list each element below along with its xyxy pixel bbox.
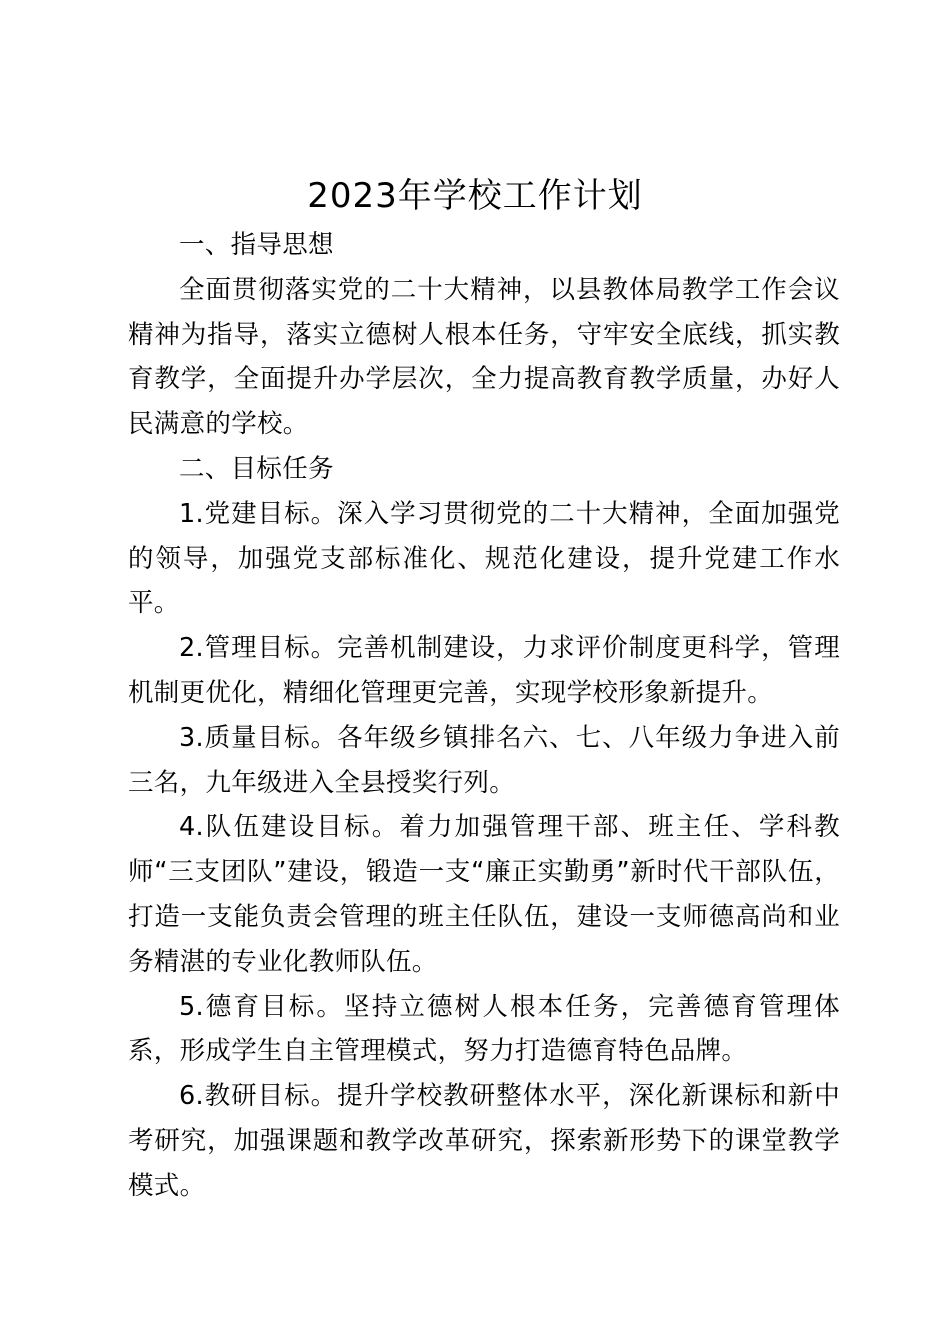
paragraph-teaching-research-goal: 6.教研目标。提升学校教研整体水平，深化新课标和新中考研究，加强课题和教学改革研究，探索新形势下的课堂教学模式。 [128,1081,840,1201]
paragraph-quality-goal: 3.质量目标。各年级乡镇排名六、七、八年级力争进入前三名，九年级进入全县授奖行列。 [128,722,840,798]
document-body [128,223,840,1209]
section-heading-guiding-ideology: 一、指导思想 [179,230,334,260]
document-title: 2023年学校工作计划 [307,176,643,216]
paragraph-guiding-ideology: 全面贯彻落实党的二十大精神，以县教体局教学工作会议精神为指导，落实立德树人根本任务，守牢安全底线，抓实教育教学，全面提升办学层次，全力提高教育教学质量，办好人民满意的学校。 [128,274,840,440]
section-heading-goals: 二、目标任务 [179,453,334,484]
paragraph-team-building-goal: 4.队伍建设目标。着力加强管理干部、班主任、学科教师“三支团队”建设，锻造一支“廉正实勤勇”新时代干部队伍，打造一支能负责会管理的班主任队伍，建设一支师德高尚和业务精湛的专业化教师队伍。 [128,812,840,977]
paragraph-moral-education-goal: 5.德育目标。坚持立德树人根本任务，完善德育管理体系，形成学生自主管理模式，努力打造德育特色品牌。 [128,991,840,1067]
paragraph-party-building-goal: 1.党建目标。深入学习贯彻党的二十大精神，全面加强党的领导，加强党支部标准化、规范化建设，提升党建工作水平。 [128,498,840,619]
paragraph-management-goal: 2.管理目标。完善机制建设，力求评价制度更科学，管理机制更优化，精细化管理更完善，实现学校形象新提升。 [128,633,840,708]
